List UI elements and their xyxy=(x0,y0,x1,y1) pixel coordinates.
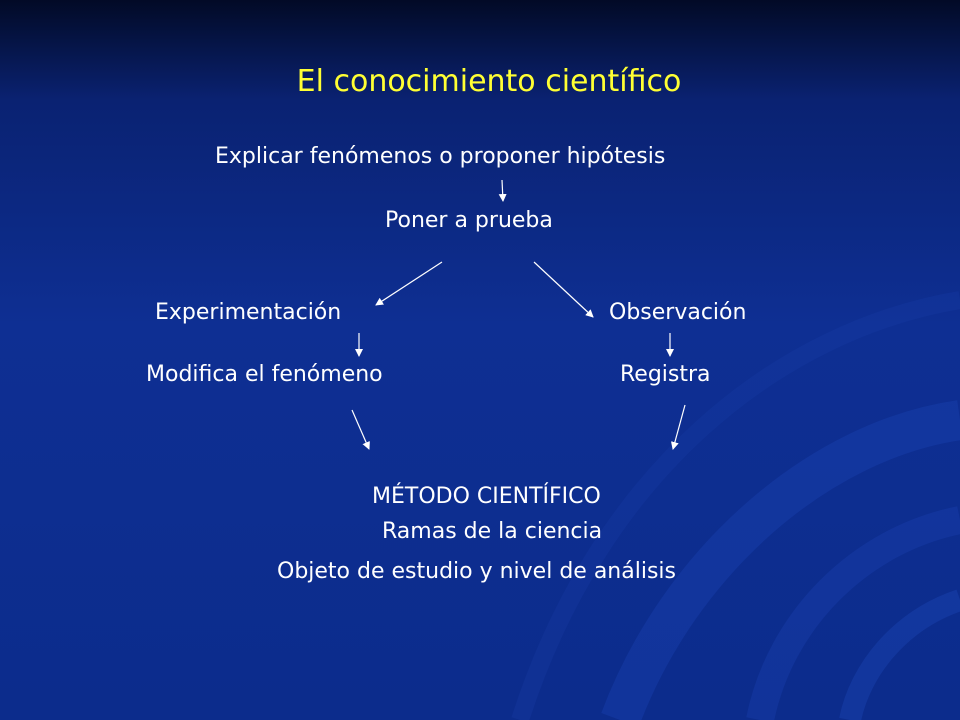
arrow-records-to-method xyxy=(673,405,685,449)
slide-title: El conocimiento científico xyxy=(296,64,682,99)
records-label: Registra xyxy=(620,362,711,387)
experimentation-label: Experimentación xyxy=(155,300,342,325)
arrow-test-to-experimentation xyxy=(376,262,442,305)
arrow-test-to-observation xyxy=(534,262,593,317)
science-branches-label: Ramas de la ciencia xyxy=(382,519,603,544)
arrow-modifies-to-method xyxy=(352,410,369,449)
study-object-label: Objeto de estudio y nivel de análisis xyxy=(277,559,676,584)
observation-label: Observación xyxy=(609,300,747,325)
hypothesis-line: Explicar fenómenos o proponer hipótesis xyxy=(215,144,666,169)
arrow-hypothesis-to-test xyxy=(502,180,503,201)
test-line: Poner a prueba xyxy=(385,208,553,233)
scientific-method-label: MÉTODO CIENTÍFICO xyxy=(372,484,601,509)
modifies-phenomenon-label: Modifica el fenómeno xyxy=(146,362,383,387)
